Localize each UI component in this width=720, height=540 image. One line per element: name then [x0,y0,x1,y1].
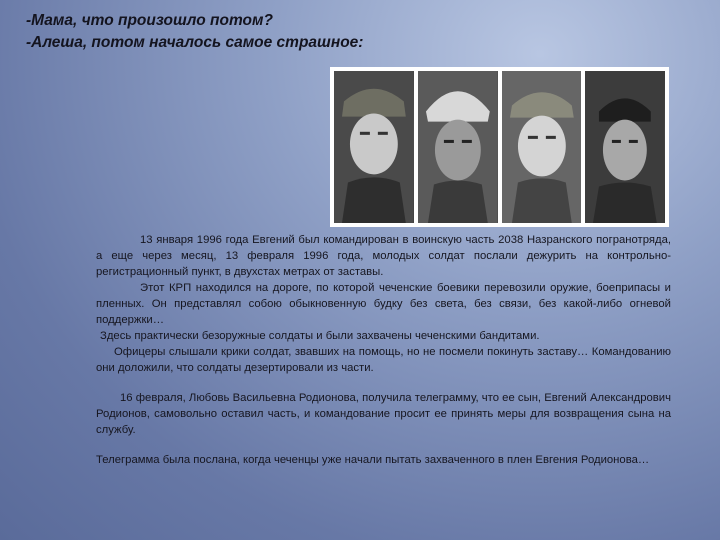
soldier-portrait-4 [585,71,665,223]
soldier-portrait-3 [502,71,582,223]
soldier-portrait-1 [334,71,414,223]
paragraph-1: 13 января 1996 года Евгений был командирован в воинскую часть 2038 Назранского погранотряда, а еще через месяц, 13 февраля 1996 года, молодых солдат послали дежурить на контрольно-регистрационный пункт, в двухстах метрах от заставы. [96,234,671,278]
slide-header [26,10,446,54]
paragraph-6: Телеграмма была послана, когда чеченцы уже начали пытать захваченного в плен Евгения Родионова… [96,454,650,466]
soldier-photo-strip [330,67,669,227]
header-question: -Мама, что произошло потом? [26,12,273,29]
header-answer: -Алеша, потом началось самое страшное: [26,34,364,51]
paragraph-5: 16 февраля, Любовь Васильевна Родионова, получила телеграмму, что ее сын, Евгений Александрович Родионов, самовольно оставил часть, и командование просит ее принять меры для возвращения сына на службу. [96,392,671,436]
soldier-portrait-2 [418,71,498,223]
slide-body-text [96,232,671,468]
paragraph-3: Здесь практически безоружные солдаты и были захвачены чеченскими бандитами. [100,330,540,342]
paragraph-4: Офицеры слышали крики солдат, звавших на помощь, но не посмели покинуть заставу… Командованию они доложили, что солдаты дезертировали из части. [96,346,671,374]
paragraph-2: Этот КРП находился на дороге, по которой чеченские боевики перевозили оружие, боеприпасы и пленных. Он представлял собою обыкновенную будку без света, без связи, без какой-либо огневой поддержки… [96,282,671,326]
